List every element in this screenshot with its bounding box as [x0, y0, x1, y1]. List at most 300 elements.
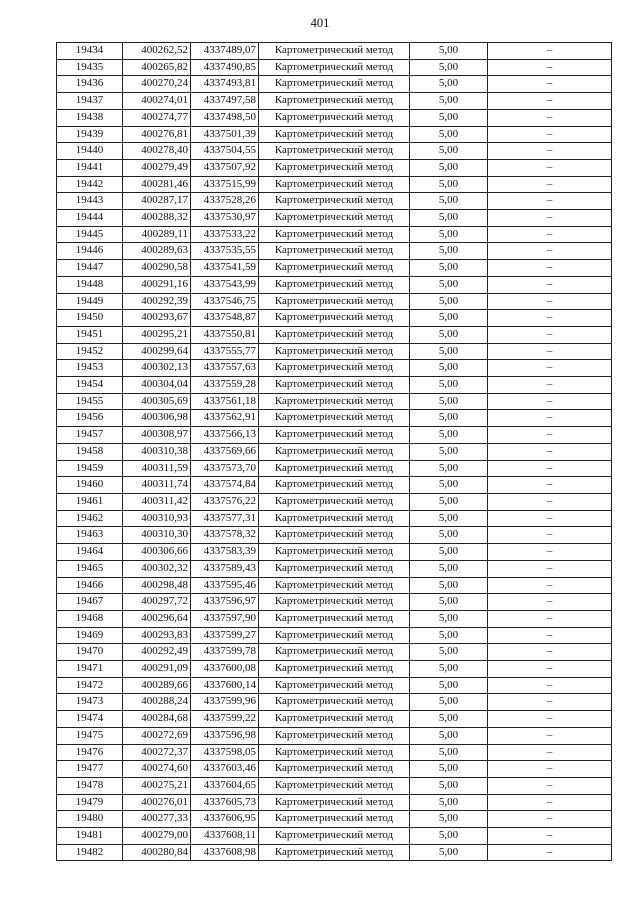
method-cell: Картометрический метод	[259, 310, 410, 327]
point-number-cell: 19453	[57, 360, 123, 377]
table-row	[57, 427, 612, 444]
method-cell: Картометрический метод	[259, 510, 410, 527]
description-cell: –	[488, 143, 612, 160]
y-coordinate-cell: 4337541,59	[191, 260, 259, 277]
y-coordinate-cell: 4337608,98	[191, 844, 259, 861]
description-cell: –	[488, 610, 612, 627]
y-coordinate-cell: 4337608,11	[191, 828, 259, 845]
description-cell: –	[488, 310, 612, 327]
accuracy-cell: 5,00	[410, 661, 488, 678]
x-coordinate-cell: 400308,97	[123, 427, 191, 444]
method-cell: Картометрический метод	[259, 326, 410, 343]
accuracy-cell: 5,00	[410, 777, 488, 794]
method-cell: Картометрический метод	[259, 711, 410, 728]
method-cell: Картометрический метод	[259, 410, 410, 427]
description-cell: –	[488, 544, 612, 561]
table-row	[57, 761, 612, 778]
x-coordinate-cell: 400287,17	[123, 193, 191, 210]
table-row	[57, 226, 612, 243]
accuracy-cell: 5,00	[410, 828, 488, 845]
x-coordinate-cell: 400280,84	[123, 844, 191, 861]
x-coordinate-cell: 400288,32	[123, 210, 191, 227]
coordinates-table-body	[57, 43, 612, 861]
table-row	[57, 711, 612, 728]
accuracy-cell: 5,00	[410, 226, 488, 243]
y-coordinate-cell: 4337604,65	[191, 777, 259, 794]
table-row	[57, 176, 612, 193]
x-coordinate-cell: 400262,52	[123, 43, 191, 60]
accuracy-cell: 5,00	[410, 193, 488, 210]
description-cell: –	[488, 477, 612, 494]
method-cell: Картометрический метод	[259, 143, 410, 160]
description-cell: –	[488, 276, 612, 293]
x-coordinate-cell: 400302,13	[123, 360, 191, 377]
y-coordinate-cell: 4337603,46	[191, 761, 259, 778]
x-coordinate-cell: 400284,68	[123, 711, 191, 728]
y-coordinate-cell: 4337576,22	[191, 493, 259, 510]
method-cell: Картометрический метод	[259, 828, 410, 845]
x-coordinate-cell: 400289,11	[123, 226, 191, 243]
method-cell: Картометрический метод	[259, 427, 410, 444]
description-cell: –	[488, 594, 612, 611]
description-cell: –	[488, 844, 612, 861]
point-number-cell: 19469	[57, 627, 123, 644]
table-row	[57, 794, 612, 811]
method-cell: Картометрический метод	[259, 193, 410, 210]
accuracy-cell: 5,00	[410, 811, 488, 828]
x-coordinate-cell: 400272,69	[123, 727, 191, 744]
y-coordinate-cell: 4337497,58	[191, 93, 259, 110]
table-row	[57, 627, 612, 644]
x-coordinate-cell: 400306,66	[123, 544, 191, 561]
accuracy-cell: 5,00	[410, 460, 488, 477]
method-cell: Картометрический метод	[259, 293, 410, 310]
x-coordinate-cell: 400278,40	[123, 143, 191, 160]
x-coordinate-cell: 400295,21	[123, 326, 191, 343]
table-row	[57, 109, 612, 126]
x-coordinate-cell: 400297,72	[123, 594, 191, 611]
point-number-cell: 19438	[57, 109, 123, 126]
description-cell: –	[488, 210, 612, 227]
accuracy-cell: 5,00	[410, 59, 488, 76]
table-row	[57, 59, 612, 76]
x-coordinate-cell: 400281,46	[123, 176, 191, 193]
point-number-cell: 19461	[57, 493, 123, 510]
point-number-cell: 19467	[57, 594, 123, 611]
y-coordinate-cell: 4337528,26	[191, 193, 259, 210]
method-cell: Картометрический метод	[259, 176, 410, 193]
description-cell: –	[488, 193, 612, 210]
point-number-cell: 19444	[57, 210, 123, 227]
x-coordinate-cell: 400265,82	[123, 59, 191, 76]
accuracy-cell: 5,00	[410, 76, 488, 93]
accuracy-cell: 5,00	[410, 560, 488, 577]
table-row	[57, 727, 612, 744]
x-coordinate-cell: 400298,48	[123, 577, 191, 594]
point-number-cell: 19475	[57, 727, 123, 744]
table-row	[57, 293, 612, 310]
x-coordinate-cell: 400311,42	[123, 493, 191, 510]
coordinates-table	[56, 42, 612, 861]
y-coordinate-cell: 4337530,97	[191, 210, 259, 227]
description-cell: –	[488, 260, 612, 277]
method-cell: Картометрический метод	[259, 744, 410, 761]
point-number-cell: 19471	[57, 661, 123, 678]
y-coordinate-cell: 4337606,95	[191, 811, 259, 828]
x-coordinate-cell: 400293,83	[123, 627, 191, 644]
x-coordinate-cell: 400304,04	[123, 377, 191, 394]
table-row	[57, 828, 612, 845]
point-number-cell: 19466	[57, 577, 123, 594]
accuracy-cell: 5,00	[410, 310, 488, 327]
accuracy-cell: 5,00	[410, 761, 488, 778]
y-coordinate-cell: 4337596,97	[191, 594, 259, 611]
method-cell: Картометрический метод	[259, 460, 410, 477]
description-cell: –	[488, 59, 612, 76]
method-cell: Картометрический метод	[259, 210, 410, 227]
y-coordinate-cell: 4337599,96	[191, 694, 259, 711]
y-coordinate-cell: 4337489,07	[191, 43, 259, 60]
x-coordinate-cell: 400292,39	[123, 293, 191, 310]
method-cell: Картометрический метод	[259, 694, 410, 711]
point-number-cell: 19436	[57, 76, 123, 93]
description-cell: –	[488, 761, 612, 778]
accuracy-cell: 5,00	[410, 377, 488, 394]
point-number-cell: 19449	[57, 293, 123, 310]
description-cell: –	[488, 159, 612, 176]
method-cell: Картометрический метод	[259, 644, 410, 661]
accuracy-cell: 5,00	[410, 159, 488, 176]
accuracy-cell: 5,00	[410, 326, 488, 343]
y-coordinate-cell: 4337504,55	[191, 143, 259, 160]
accuracy-cell: 5,00	[410, 393, 488, 410]
accuracy-cell: 5,00	[410, 644, 488, 661]
description-cell: –	[488, 510, 612, 527]
accuracy-cell: 5,00	[410, 577, 488, 594]
accuracy-cell: 5,00	[410, 243, 488, 260]
description-cell: –	[488, 176, 612, 193]
description-cell: –	[488, 777, 612, 794]
point-number-cell: 19460	[57, 477, 123, 494]
method-cell: Картометрический метод	[259, 610, 410, 627]
x-coordinate-cell: 400288,24	[123, 694, 191, 711]
y-coordinate-cell: 4337583,39	[191, 544, 259, 561]
point-number-cell: 19472	[57, 677, 123, 694]
x-coordinate-cell: 400310,30	[123, 527, 191, 544]
method-cell: Картометрический метод	[259, 493, 410, 510]
accuracy-cell: 5,00	[410, 176, 488, 193]
table-row	[57, 777, 612, 794]
y-coordinate-cell: 4337573,70	[191, 460, 259, 477]
y-coordinate-cell: 4337546,75	[191, 293, 259, 310]
y-coordinate-cell: 4337507,92	[191, 159, 259, 176]
y-coordinate-cell: 4337599,27	[191, 627, 259, 644]
description-cell: –	[488, 443, 612, 460]
y-coordinate-cell: 4337515,99	[191, 176, 259, 193]
table-row	[57, 360, 612, 377]
accuracy-cell: 5,00	[410, 427, 488, 444]
x-coordinate-cell: 400272,37	[123, 744, 191, 761]
point-number-cell: 19462	[57, 510, 123, 527]
description-cell: –	[488, 93, 612, 110]
table-row	[57, 193, 612, 210]
x-coordinate-cell: 400299,64	[123, 343, 191, 360]
method-cell: Картометрический метод	[259, 76, 410, 93]
x-coordinate-cell: 400274,01	[123, 93, 191, 110]
table-row	[57, 811, 612, 828]
accuracy-cell: 5,00	[410, 443, 488, 460]
point-number-cell: 19442	[57, 176, 123, 193]
y-coordinate-cell: 4337599,22	[191, 711, 259, 728]
table-row	[57, 677, 612, 694]
description-cell: –	[488, 644, 612, 661]
y-coordinate-cell: 4337535,55	[191, 243, 259, 260]
point-number-cell: 19458	[57, 443, 123, 460]
description-cell: –	[488, 527, 612, 544]
table-row	[57, 343, 612, 360]
point-number-cell: 19464	[57, 544, 123, 561]
accuracy-cell: 5,00	[410, 510, 488, 527]
x-coordinate-cell: 400306,98	[123, 410, 191, 427]
x-coordinate-cell: 400310,38	[123, 443, 191, 460]
method-cell: Картометрический метод	[259, 159, 410, 176]
table-row	[57, 243, 612, 260]
accuracy-cell: 5,00	[410, 126, 488, 143]
description-cell: –	[488, 694, 612, 711]
table-row	[57, 544, 612, 561]
method-cell: Картометрический метод	[259, 109, 410, 126]
x-coordinate-cell: 400276,01	[123, 794, 191, 811]
description-cell: –	[488, 109, 612, 126]
x-coordinate-cell: 400310,93	[123, 510, 191, 527]
point-number-cell: 19447	[57, 260, 123, 277]
table-row	[57, 326, 612, 343]
point-number-cell: 19434	[57, 43, 123, 60]
x-coordinate-cell: 400274,60	[123, 761, 191, 778]
accuracy-cell: 5,00	[410, 711, 488, 728]
point-number-cell: 19479	[57, 794, 123, 811]
accuracy-cell: 5,00	[410, 260, 488, 277]
table-row	[57, 844, 612, 861]
y-coordinate-cell: 4337490,85	[191, 59, 259, 76]
y-coordinate-cell: 4337501,39	[191, 126, 259, 143]
accuracy-cell: 5,00	[410, 477, 488, 494]
y-coordinate-cell: 4337559,28	[191, 377, 259, 394]
table-row	[57, 159, 612, 176]
y-coordinate-cell: 4337550,81	[191, 326, 259, 343]
description-cell: –	[488, 226, 612, 243]
description-cell: –	[488, 493, 612, 510]
y-coordinate-cell: 4337577,31	[191, 510, 259, 527]
method-cell: Картометрический метод	[259, 43, 410, 60]
accuracy-cell: 5,00	[410, 594, 488, 611]
y-coordinate-cell: 4337498,50	[191, 109, 259, 126]
method-cell: Картометрический метод	[259, 443, 410, 460]
y-coordinate-cell: 4337493,81	[191, 76, 259, 93]
point-number-cell: 19459	[57, 460, 123, 477]
point-number-cell: 19440	[57, 143, 123, 160]
method-cell: Картометрический метод	[259, 544, 410, 561]
table-row	[57, 460, 612, 477]
table-row	[57, 210, 612, 227]
y-coordinate-cell: 4337578,32	[191, 527, 259, 544]
x-coordinate-cell: 400276,81	[123, 126, 191, 143]
y-coordinate-cell: 4337596,98	[191, 727, 259, 744]
x-coordinate-cell: 400292,49	[123, 644, 191, 661]
point-number-cell: 19455	[57, 393, 123, 410]
method-cell: Картометрический метод	[259, 226, 410, 243]
method-cell: Картометрический метод	[259, 811, 410, 828]
table-row	[57, 610, 612, 627]
point-number-cell: 19437	[57, 93, 123, 110]
point-number-cell: 19468	[57, 610, 123, 627]
table-row	[57, 694, 612, 711]
description-cell: –	[488, 293, 612, 310]
accuracy-cell: 5,00	[410, 410, 488, 427]
x-coordinate-cell: 400275,21	[123, 777, 191, 794]
point-number-cell: 19476	[57, 744, 123, 761]
table-row	[57, 310, 612, 327]
point-number-cell: 19474	[57, 711, 123, 728]
description-cell: –	[488, 744, 612, 761]
x-coordinate-cell: 400279,00	[123, 828, 191, 845]
description-cell: –	[488, 326, 612, 343]
point-number-cell: 19481	[57, 828, 123, 845]
table-row	[57, 126, 612, 143]
method-cell: Картометрический метод	[259, 126, 410, 143]
x-coordinate-cell: 400293,67	[123, 310, 191, 327]
accuracy-cell: 5,00	[410, 109, 488, 126]
point-number-cell: 19478	[57, 777, 123, 794]
method-cell: Картометрический метод	[259, 343, 410, 360]
table-row	[57, 393, 612, 410]
description-cell: –	[488, 711, 612, 728]
y-coordinate-cell: 4337598,05	[191, 744, 259, 761]
y-coordinate-cell: 4337543,99	[191, 276, 259, 293]
point-number-cell: 19439	[57, 126, 123, 143]
table-row	[57, 661, 612, 678]
accuracy-cell: 5,00	[410, 527, 488, 544]
x-coordinate-cell: 400289,63	[123, 243, 191, 260]
accuracy-cell: 5,00	[410, 694, 488, 711]
table-row	[57, 477, 612, 494]
method-cell: Картометрический метод	[259, 577, 410, 594]
x-coordinate-cell: 400311,59	[123, 460, 191, 477]
description-cell: –	[488, 43, 612, 60]
y-coordinate-cell: 4337562,91	[191, 410, 259, 427]
x-coordinate-cell: 400291,16	[123, 276, 191, 293]
description-cell: –	[488, 126, 612, 143]
point-number-cell: 19456	[57, 410, 123, 427]
table-row	[57, 143, 612, 160]
accuracy-cell: 5,00	[410, 677, 488, 694]
accuracy-cell: 5,00	[410, 93, 488, 110]
accuracy-cell: 5,00	[410, 143, 488, 160]
x-coordinate-cell: 400296,64	[123, 610, 191, 627]
accuracy-cell: 5,00	[410, 293, 488, 310]
y-coordinate-cell: 4337533,22	[191, 226, 259, 243]
point-number-cell: 19435	[57, 59, 123, 76]
point-number-cell: 19482	[57, 844, 123, 861]
point-number-cell: 19446	[57, 243, 123, 260]
point-number-cell: 19441	[57, 159, 123, 176]
y-coordinate-cell: 4337599,78	[191, 644, 259, 661]
accuracy-cell: 5,00	[410, 844, 488, 861]
description-cell: –	[488, 794, 612, 811]
accuracy-cell: 5,00	[410, 343, 488, 360]
accuracy-cell: 5,00	[410, 360, 488, 377]
description-cell: –	[488, 243, 612, 260]
point-number-cell: 19451	[57, 326, 123, 343]
table-row	[57, 510, 612, 527]
table-row	[57, 276, 612, 293]
method-cell: Картометрический метод	[259, 560, 410, 577]
point-number-cell: 19454	[57, 377, 123, 394]
x-coordinate-cell: 400291,09	[123, 661, 191, 678]
point-number-cell: 19480	[57, 811, 123, 828]
method-cell: Картометрический метод	[259, 477, 410, 494]
description-cell: –	[488, 76, 612, 93]
table-row	[57, 744, 612, 761]
method-cell: Картометрический метод	[259, 661, 410, 678]
description-cell: –	[488, 460, 612, 477]
point-number-cell: 19457	[57, 427, 123, 444]
accuracy-cell: 5,00	[410, 210, 488, 227]
description-cell: –	[488, 577, 612, 594]
x-coordinate-cell: 400305,69	[123, 393, 191, 410]
point-number-cell: 19465	[57, 560, 123, 577]
point-number-cell: 19473	[57, 694, 123, 711]
y-coordinate-cell: 4337566,13	[191, 427, 259, 444]
table-row	[57, 644, 612, 661]
table-row	[57, 527, 612, 544]
table-row	[57, 76, 612, 93]
x-coordinate-cell: 400311,74	[123, 477, 191, 494]
method-cell: Картометрический метод	[259, 93, 410, 110]
method-cell: Картометрический метод	[259, 777, 410, 794]
description-cell: –	[488, 627, 612, 644]
y-coordinate-cell: 4337569,66	[191, 443, 259, 460]
description-cell: –	[488, 410, 612, 427]
y-coordinate-cell: 4337595,46	[191, 577, 259, 594]
method-cell: Картометрический метод	[259, 527, 410, 544]
x-coordinate-cell: 400277,33	[123, 811, 191, 828]
method-cell: Картометрический метод	[259, 260, 410, 277]
method-cell: Картометрический метод	[259, 59, 410, 76]
description-cell: –	[488, 560, 612, 577]
y-coordinate-cell: 4337555,77	[191, 343, 259, 360]
table-row	[57, 43, 612, 60]
description-cell: –	[488, 661, 612, 678]
accuracy-cell: 5,00	[410, 794, 488, 811]
accuracy-cell: 5,00	[410, 744, 488, 761]
page-number: 401	[310, 16, 330, 30]
method-cell: Картометрический метод	[259, 677, 410, 694]
point-number-cell: 19448	[57, 276, 123, 293]
point-number-cell: 19445	[57, 226, 123, 243]
accuracy-cell: 5,00	[410, 727, 488, 744]
table-row	[57, 377, 612, 394]
y-coordinate-cell: 4337589,43	[191, 560, 259, 577]
table-row	[57, 410, 612, 427]
accuracy-cell: 5,00	[410, 43, 488, 60]
y-coordinate-cell: 4337574,84	[191, 477, 259, 494]
method-cell: Картометрический метод	[259, 377, 410, 394]
x-coordinate-cell: 400302,32	[123, 560, 191, 577]
accuracy-cell: 5,00	[410, 276, 488, 293]
method-cell: Картометрический метод	[259, 761, 410, 778]
x-coordinate-cell: 400270,24	[123, 76, 191, 93]
